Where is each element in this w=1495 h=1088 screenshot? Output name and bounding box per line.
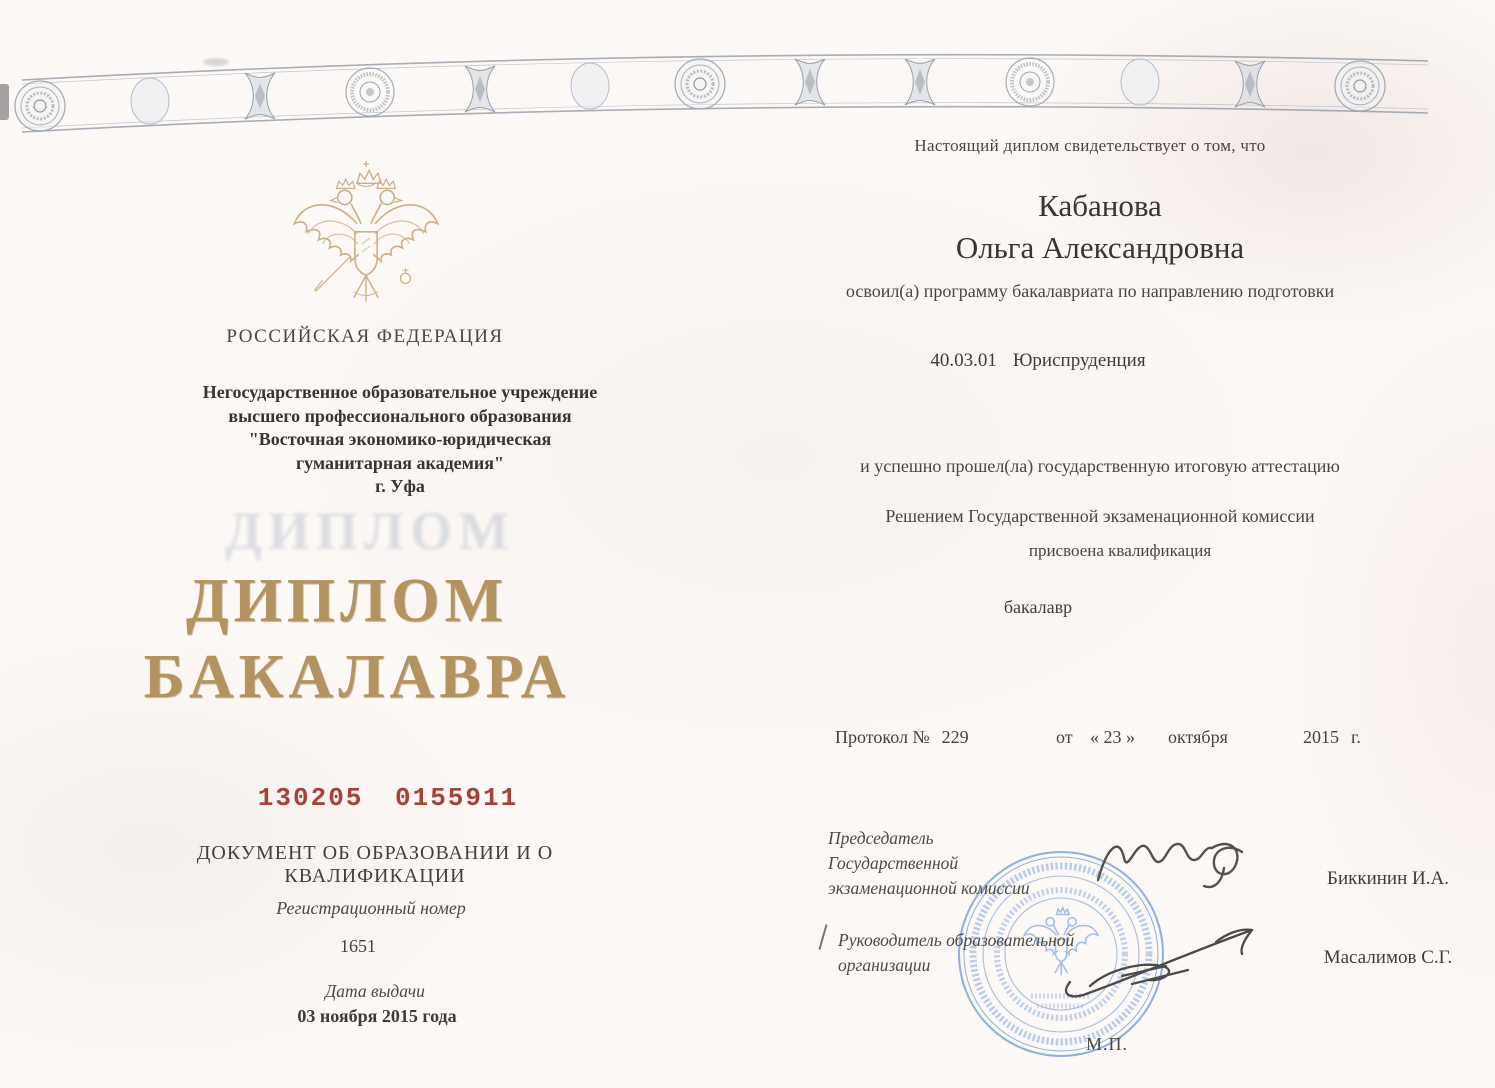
seal-place-label: М.П. <box>1086 1034 1129 1054</box>
chairman-signature <box>1092 828 1257 908</box>
diploma-ghost-watermark: ДИПЛОМ <box>224 501 516 561</box>
diploma-title-line1: ДИПЛОМ <box>185 567 509 635</box>
issue-date-label: Дата выдачи <box>325 981 425 1001</box>
institution-line: высшего профессионального образования <box>228 405 572 426</box>
protocol-year <box>1303 727 1361 748</box>
document-caption: ДОКУМЕНТ ОБ ОБРАЗОВАНИИ И О КВАЛИФИКАЦИИ <box>196 842 554 887</box>
chairman-role-line: Государственной <box>828 853 959 873</box>
serial-number: 130205 0155911 <box>257 783 519 813</box>
head-role-line: Руководитель образовательной <box>838 930 1075 950</box>
specialty-code: 40.03.01 <box>930 350 997 371</box>
scan-smudge <box>203 58 229 66</box>
holder-given-names: Ольга Александровна <box>955 230 1245 265</box>
pen-mark <box>818 924 827 950</box>
institution-line: гуманитарная академия" <box>295 452 505 473</box>
chairman-role-line: Председатель <box>828 828 934 848</box>
protocol-month: октября <box>1168 727 1228 747</box>
protocol-year-value: 2015 <box>1303 727 1339 747</box>
protocol-label-text: Протокол № <box>835 727 930 747</box>
head-role-line: организации <box>838 955 931 975</box>
specialty-line <box>788 350 1288 372</box>
institution-name <box>150 381 650 499</box>
institution-city: г. Уфа <box>375 476 425 496</box>
russia-coat-of-arms-icon <box>280 156 452 334</box>
attestation-line: и успешно прошел(ла) государственную итоговую аттестацию <box>860 456 1340 476</box>
head-name: Масалимов С.Г. <box>1323 947 1453 968</box>
decision-line2: присвоена квалификация <box>1028 541 1212 560</box>
protocol-year-suffix: г. <box>1351 727 1361 747</box>
registration-number-label: Регистрационный номер <box>276 898 466 918</box>
program-line: освоил(а) программу бакалавриата по направлению подготовки <box>845 281 1335 301</box>
protocol-preposition: от <box>1056 727 1073 747</box>
country-name: РОССИЙСКАЯ ФЕДЕРАЦИЯ <box>226 326 504 347</box>
scan-artifact <box>0 84 9 120</box>
specialty-name: Юриспруденция <box>1012 350 1146 371</box>
holder-surname: Кабанова <box>1038 188 1162 223</box>
chairman-name: Биккинин И.А. <box>1327 868 1449 889</box>
protocol-day: « 23 » <box>1090 727 1135 747</box>
institution-line: Негосударственное образовательное учреждение <box>202 382 598 402</box>
decision-line1: Решением Государственной экзаменационной комиссии <box>885 506 1315 526</box>
protocol-label <box>835 727 969 748</box>
diploma-title-line2: БАКАЛАВРА <box>143 643 571 711</box>
head-signature <box>1056 920 1266 1010</box>
protocol-number: 229 <box>941 727 969 747</box>
intro-line: Настоящий диплом свидетельствует о том, что <box>914 136 1266 155</box>
registration-number: 1651 <box>340 936 376 956</box>
guilloche-band <box>0 0 1495 150</box>
issue-date: 03 ноября 2015 года <box>297 1006 457 1026</box>
institution-line: "Восточная экономико-юридическая <box>248 429 552 449</box>
qualification-value: бакалавр <box>1003 597 1073 617</box>
chairman-role-line: экзаменационной комиссии <box>828 878 1030 898</box>
